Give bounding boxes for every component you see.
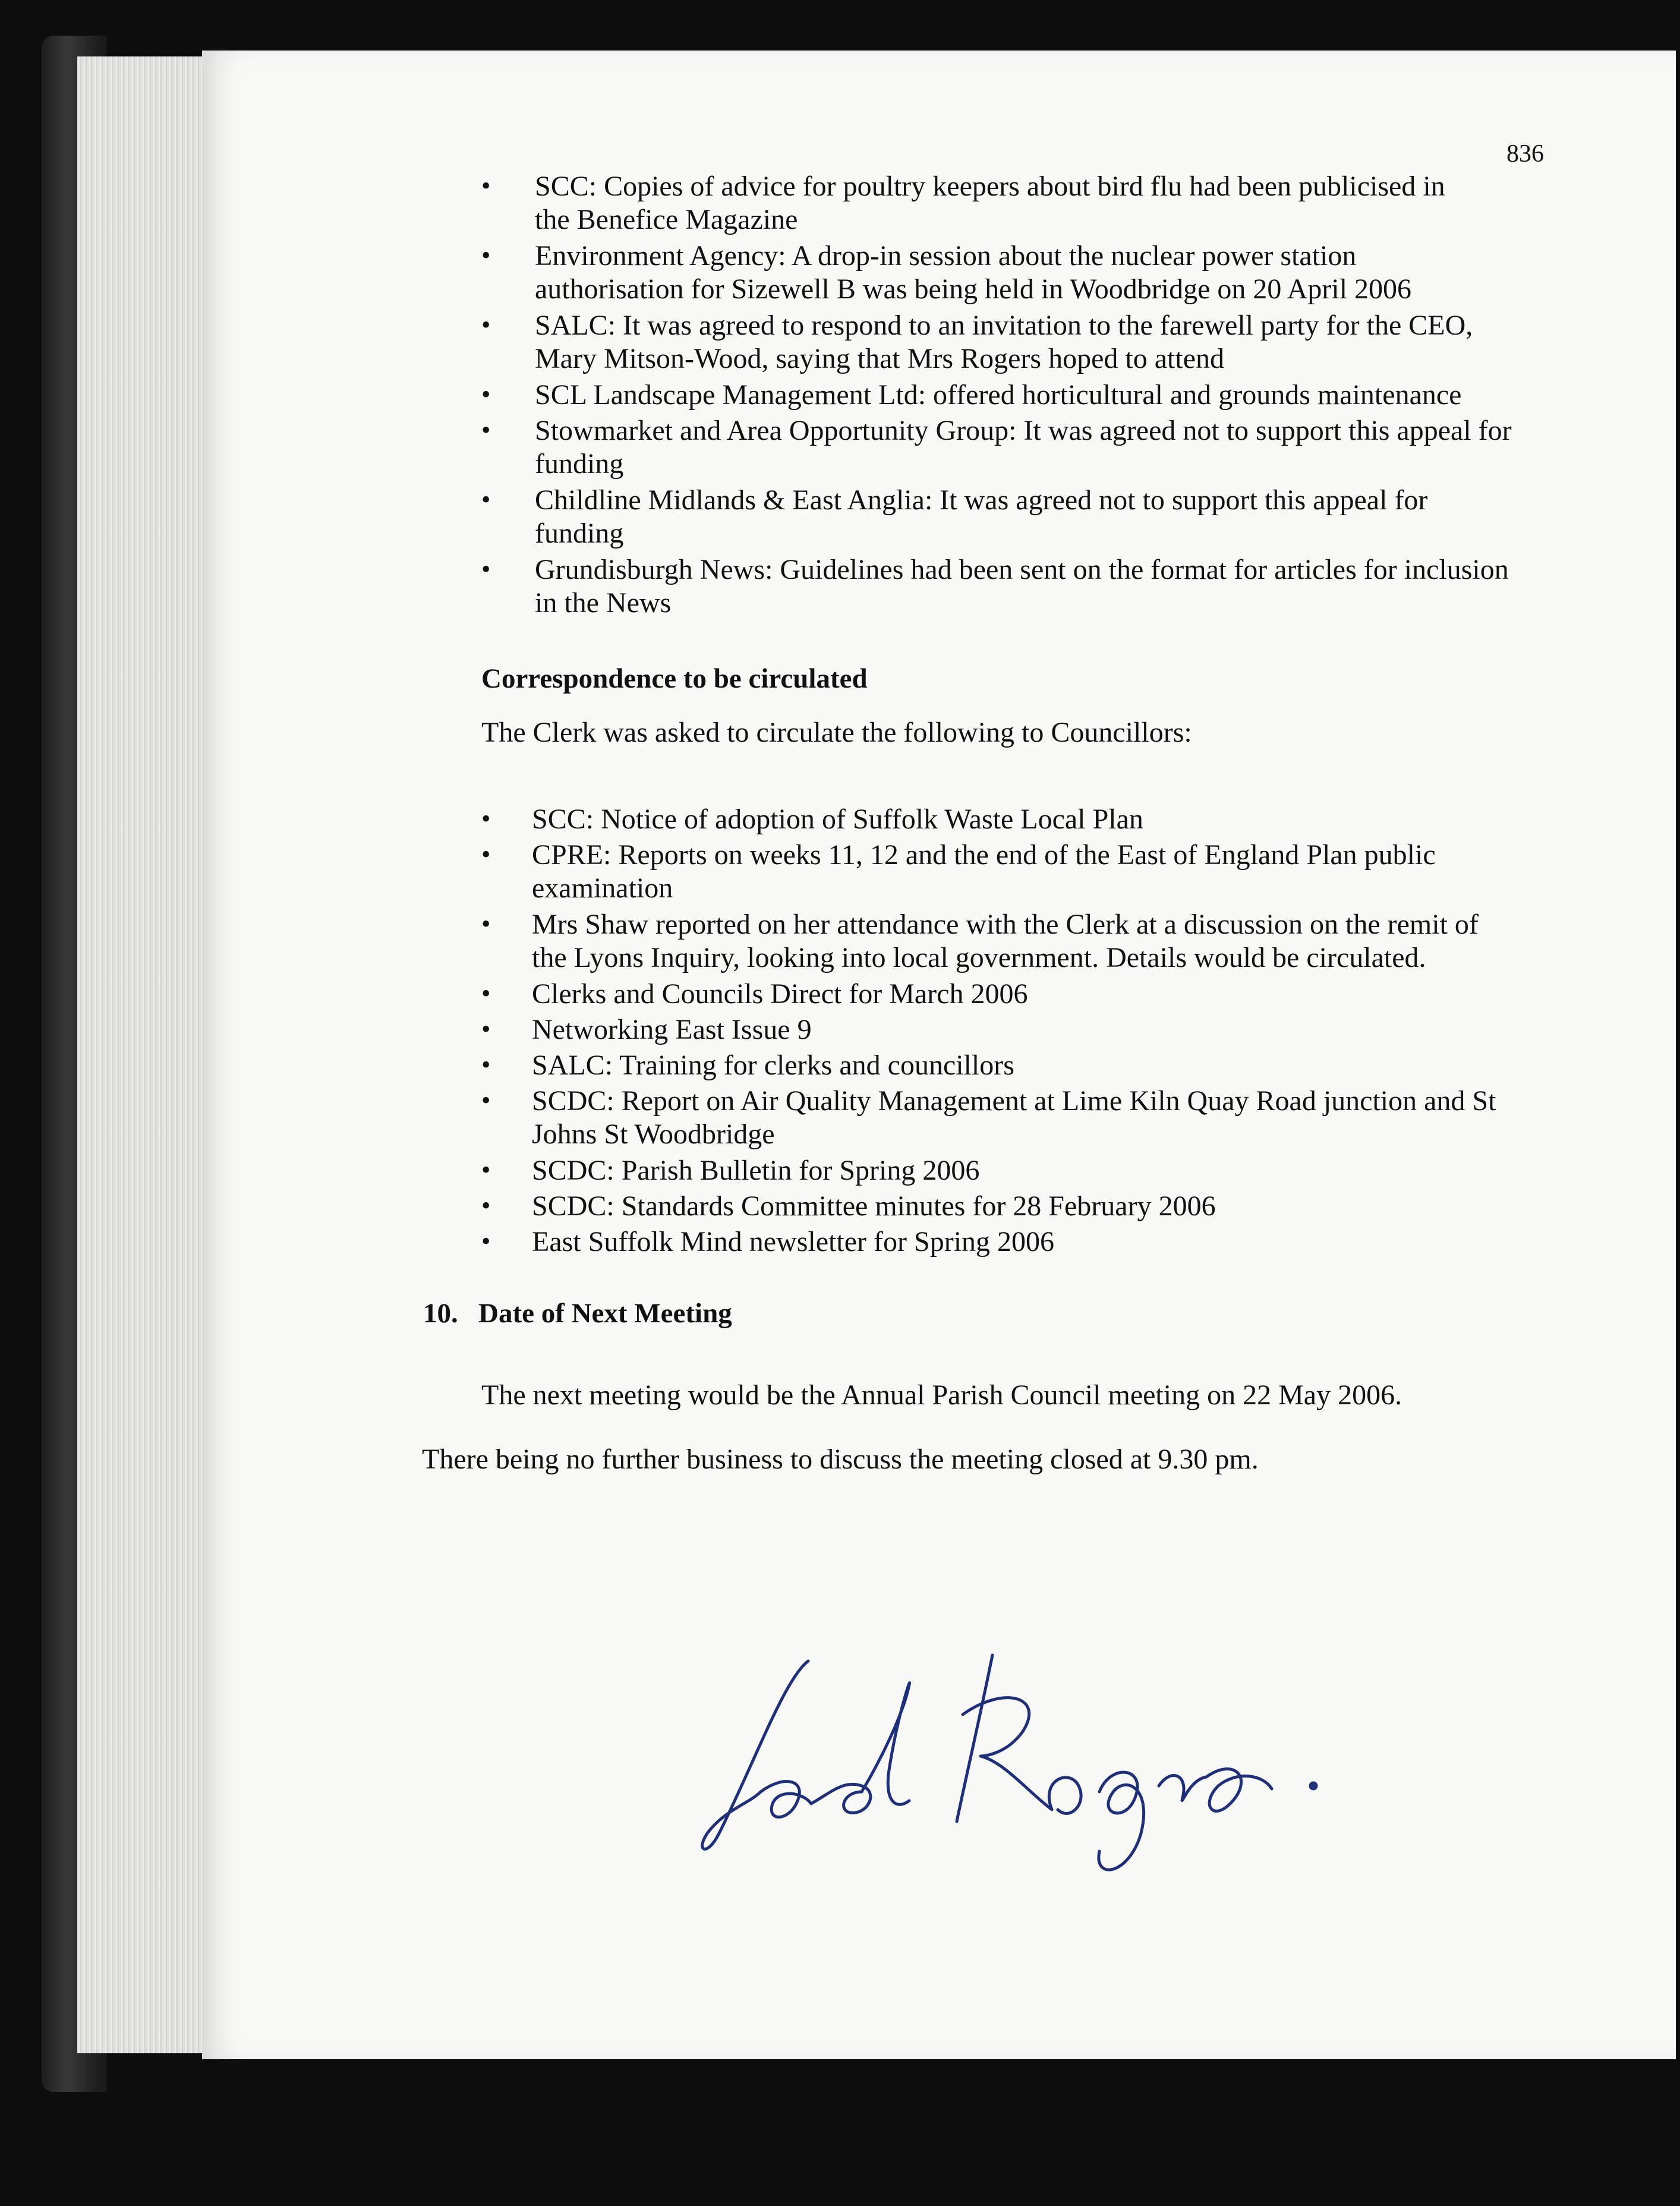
list-item-text-continued: funding [535, 448, 624, 480]
list-item-text-continued: Mary Mitson-Wood, saying that Mrs Rogers hoped to attend [535, 343, 1224, 374]
next-meeting-number: 10. [423, 1298, 458, 1329]
next-meeting-text: The next meeting would be the Annual Parish Council meeting on 22 May 2006. [481, 1379, 1402, 1411]
list-item-text: Stowmarket and Area Opportunity Group: It was agreed not to support this appeal for [535, 415, 1512, 446]
bullet-icon: • [481, 909, 491, 938]
list-item-text: SCC: Copies of advice for poultry keepers about bird flu had been publicised in [535, 171, 1445, 202]
bullet-icon: • [481, 554, 491, 584]
bullet-icon: • [481, 1155, 491, 1184]
next-meeting-heading: Date of Next Meeting [478, 1298, 732, 1329]
circulated-heading: Correspondence to be circulated [481, 663, 868, 694]
list-item-text-continued: the Lyons Inquiry, looking into local government. Details would be circulated. [532, 942, 1426, 973]
list-item-text-continued: in the News [535, 587, 672, 619]
list-item-text: Clerks and Councils Direct for March 2006 [532, 978, 1028, 1010]
list-item-text: CPRE: Reports on weeks 11, 12 and the end of the East of England Plan public [532, 839, 1436, 871]
bullet-icon: • [481, 241, 491, 270]
list-item-text-continued: funding [535, 518, 624, 549]
bullet-icon: • [481, 415, 491, 445]
signature [683, 1643, 1426, 1881]
list-item-text: SCC: Notice of adoption of Suffolk Waste Local Plan [532, 803, 1143, 835]
list-item-text: SALC: It was agreed to respond to an invitation to the farewell party for the CEO, [535, 310, 1473, 341]
bullet-icon: • [481, 485, 491, 514]
list-item-text: Mrs Shaw reported on her attendance with the Clerk at a discussion on the remit of [532, 909, 1479, 940]
list-item-text: Environment Agency: A drop-in session about the nuclear power station [535, 240, 1357, 272]
list-item-text: East Suffolk Mind newsletter for Spring 2006 [532, 1226, 1055, 1258]
list-item-text: SCL Landscape Management Ltd: offered horticultural and grounds maintenance [535, 379, 1462, 411]
closing-text: There being no further business to discuss the meeting closed at 9.30 pm. [422, 1444, 1259, 1475]
list-item-text: SCDC: Standards Committee minutes for 28 February 2006 [532, 1190, 1216, 1222]
list-item-text: SALC: Training for clerks and councillors [532, 1050, 1014, 1081]
page-edges [77, 56, 214, 2053]
bullet-icon: • [481, 380, 491, 409]
list-item-text: SCDC: Parish Bulletin for Spring 2006 [532, 1155, 980, 1186]
list-item-text: Childline Midlands & East Anglia: It was agreed not to support this appeal for [535, 484, 1428, 516]
bullet-icon: • [481, 1191, 491, 1220]
bullet-icon: • [481, 1014, 491, 1044]
bullet-icon: • [481, 840, 491, 869]
bullet-icon: • [481, 1227, 491, 1256]
list-item-text: SCDC: Report on Air Quality Management at Lime Kiln Quay Road junction and St [532, 1085, 1496, 1117]
list-item-text-continued: authorisation for Sizewell B was being held in Woodbridge on 20 April 2006 [535, 273, 1412, 305]
page-number: 836 [1506, 140, 1544, 168]
document-page [202, 51, 1676, 2059]
bullet-icon: • [481, 1086, 491, 1115]
bullet-icon: • [481, 804, 491, 833]
list-item-text-continued: Johns St Woodbridge [532, 1118, 775, 1150]
bullet-icon: • [481, 310, 491, 339]
list-item-text: Networking East Issue 9 [532, 1014, 812, 1045]
bullet-icon: • [481, 171, 491, 200]
list-item-text: Grundisburgh News: Guidelines had been sent on the format for articles for inclusion [535, 554, 1509, 585]
list-item-text-continued: examination [532, 872, 673, 904]
bullet-icon: • [481, 979, 491, 1008]
bullet-icon: • [481, 1050, 491, 1079]
list-item-text-continued: the Benefice Magazine [535, 204, 798, 235]
circulated-intro: The Clerk was asked to circulate the following to Councillors: [481, 717, 1192, 748]
